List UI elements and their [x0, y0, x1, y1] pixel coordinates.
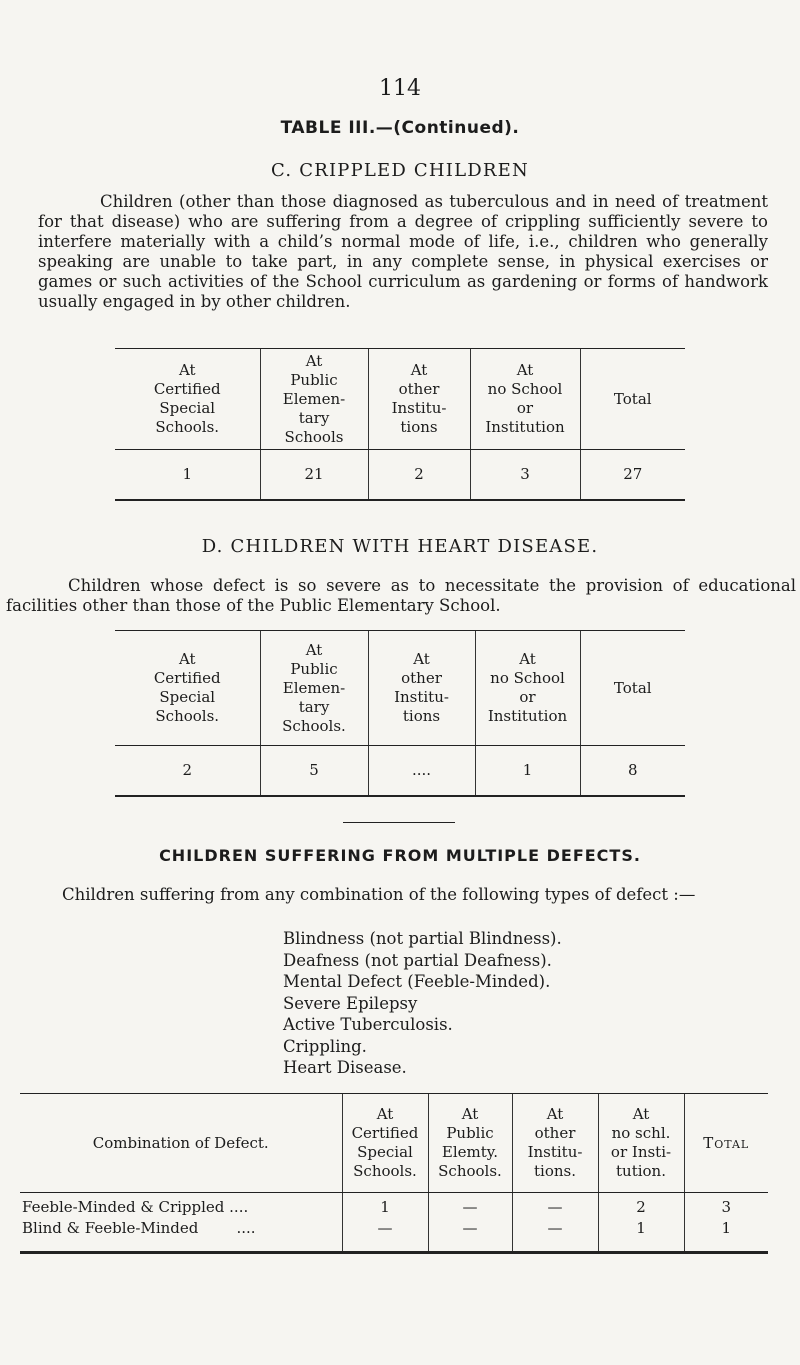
col-header-total	[580, 349, 685, 450]
defect-item: Deafness (not partial Deafness).	[283, 950, 552, 970]
header-line: tions.	[534, 1162, 576, 1180]
multiple-defects-table	[20, 1093, 768, 1254]
header-line: At	[305, 640, 323, 659]
col-header-certified	[115, 349, 260, 450]
header-line: Total	[613, 678, 652, 697]
header-line: Schools.	[155, 418, 220, 436]
header-line: Schools.	[155, 707, 220, 725]
header-line: Institution	[485, 418, 565, 436]
col-header-combination: Combination of Defect.	[20, 1094, 342, 1193]
col-header-no-school	[470, 349, 580, 450]
defect-item: Heart Disease.	[283, 1058, 407, 1077]
header-line: At	[410, 361, 428, 379]
value-no-school: 3	[470, 450, 580, 500]
col-header-certified	[115, 631, 260, 746]
multiple-defects-intro: Children suffering from any combination of the following types of defect :—	[62, 885, 696, 904]
header-line: Institu-	[394, 688, 449, 706]
value-certified: —	[342, 1218, 428, 1253]
header-line: At	[178, 650, 196, 668]
header-line: other	[534, 1124, 576, 1142]
header-line: At	[546, 1105, 564, 1123]
value-total: 1	[684, 1218, 768, 1253]
header-line: Public	[446, 1124, 494, 1142]
section-d-title: D. CHILDREN WITH HEART DISEASE.	[201, 536, 599, 557]
header-line: or Insti-	[610, 1143, 672, 1161]
header-line: or	[516, 399, 534, 417]
header-line: At	[461, 1105, 479, 1123]
col-header-public	[428, 1094, 512, 1193]
defect-item: Blindness (not partial Blindness).	[283, 929, 562, 948]
section-c-paragraph: Children (other than those diagnosed as tuberculous and in need of treatment for that disease) who are suffering from a degree of crippling sufficiently severe to interfere materially with a child’s normal mode of life, i.e., children who generally speaking are unable to take part, in any complete sense, in physical exercises or games or such activities of the School curriculum as gardening or forms of handwork usually engaged in by other children.	[38, 192, 768, 311]
col-header-public	[260, 631, 368, 746]
defect-list	[283, 928, 562, 1079]
page-number: 114	[379, 76, 421, 101]
value-no-school: 1	[598, 1218, 684, 1253]
col-header-other	[368, 349, 470, 450]
value-public: 5	[260, 746, 368, 796]
table-row	[20, 1218, 768, 1253]
header-line: Special	[159, 688, 216, 706]
col-header-no-school	[598, 1094, 684, 1193]
defect-item: Active Tuberculosis.	[283, 1015, 453, 1034]
section-d-paragraph: Children whose defect is so severe as to necessitate the provision of educational facilities other than those of the Public Elementary School.	[6, 576, 796, 615]
header-line: At	[413, 650, 430, 668]
header-line: At	[516, 361, 534, 379]
value-public: —	[428, 1218, 512, 1253]
defect-item: Mental Defect (Feeble-Minded).	[283, 972, 551, 991]
header-line: Schools	[284, 427, 344, 446]
header-line: tution.	[616, 1162, 666, 1180]
header-line: Certified	[153, 380, 221, 398]
header-line: Institu-	[527, 1143, 583, 1161]
header-line: other	[401, 669, 442, 687]
crippled-children-table	[115, 348, 685, 501]
header-line: no School	[490, 669, 565, 687]
section-divider	[343, 822, 455, 823]
header-line: Schools.	[353, 1162, 417, 1180]
value-no-school: 1	[475, 746, 580, 796]
value-public: 21	[260, 450, 368, 500]
header-line: no schl.	[611, 1124, 671, 1142]
value-total: 3	[684, 1193, 768, 1219]
header-line: other	[398, 380, 440, 398]
header-line: Certified	[351, 1124, 419, 1142]
col-header-total: Total	[684, 1094, 768, 1193]
value-total: 8	[580, 746, 685, 796]
header-line: Certified	[153, 669, 221, 687]
value-other: —	[512, 1193, 598, 1219]
header-line: Total	[613, 389, 652, 408]
value-total: 27	[580, 450, 685, 500]
col-header-other	[512, 1094, 598, 1193]
header-line: At	[632, 1105, 650, 1123]
value-no-school: 2	[598, 1193, 684, 1219]
header-line: Schools.	[282, 716, 346, 735]
header-line: no School	[487, 380, 563, 398]
section-c-title: C. CRIPPLED CHILDREN	[271, 160, 529, 181]
header-line: tary	[298, 408, 330, 427]
value-other: ....	[368, 746, 475, 796]
col-header-public	[260, 349, 368, 450]
value-certified: 1	[115, 450, 260, 500]
heart-disease-table	[115, 630, 685, 797]
header-line: Elemty.	[441, 1143, 499, 1161]
col-header-certified	[342, 1094, 428, 1193]
value-other: —	[512, 1218, 598, 1253]
value-certified: 2	[115, 746, 260, 796]
header-line: Public	[290, 370, 338, 389]
header-line: tions	[400, 418, 438, 436]
row-label: Blind & Feeble-Minded ....	[20, 1218, 342, 1253]
value-other: 2	[368, 450, 470, 500]
header-line: Elemen-	[282, 678, 346, 697]
header-line: At	[178, 361, 196, 379]
header-line: Public	[290, 659, 338, 678]
multiple-defects-title: CHILDREN SUFFERING FROM MULTIPLE DEFECTS.	[159, 846, 641, 865]
col-header-no-school	[475, 631, 580, 746]
header-line: Elemen-	[282, 389, 346, 408]
header-line: At	[519, 650, 536, 668]
value-public: —	[428, 1193, 512, 1219]
col-header-other	[368, 631, 475, 746]
header-line: Special	[159, 399, 216, 417]
header-line: tions	[402, 707, 441, 725]
col-header-total	[580, 631, 685, 746]
header-line: Special	[357, 1143, 413, 1161]
header-line: or	[519, 688, 536, 706]
header-line: At	[376, 1105, 394, 1123]
table-row	[20, 1193, 768, 1219]
value-certified: 1	[342, 1193, 428, 1219]
table-heading: TABLE III.—(Continued).	[280, 118, 520, 138]
defect-item: Severe Epilepsy	[283, 993, 418, 1013]
row-label: Feeble-Minded & Crippled ....	[22, 1198, 249, 1216]
header-line: Institution	[487, 707, 568, 725]
header-line: Institu-	[391, 399, 447, 417]
defect-item: Crippling.	[283, 1036, 367, 1056]
header-line: Schools.	[438, 1162, 502, 1180]
header-line: tary	[298, 697, 330, 716]
header-line: At	[305, 351, 323, 370]
